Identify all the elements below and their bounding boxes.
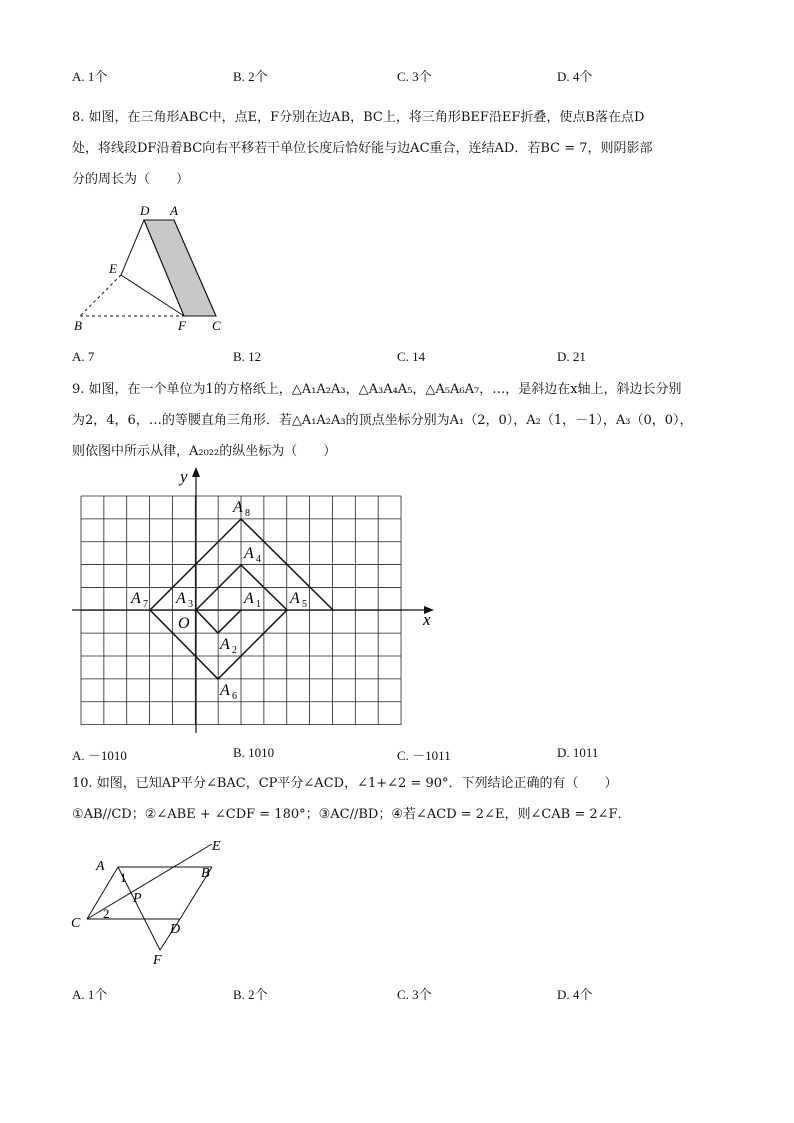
q10-option-c[interactable]: C. 3个 [397,987,432,1002]
q10-label-a: A [96,859,105,874]
q9-option-b[interactable]: B. 1010 [233,745,275,760]
q7-option-a[interactable]: A. 1个 [72,69,108,84]
q9-label-origin: O [178,615,190,632]
q9-label-a3 [175,590,193,610]
svg-text:1: 1 [256,599,261,610]
q8-label-b: B [74,318,82,333]
svg-text:A: A [290,590,300,607]
q10-label-p: P [133,891,142,906]
svg-text:5: 5 [302,599,307,610]
svg-text:A: A [244,545,254,562]
q10-parallel-lines-figure [60,830,240,970]
q9-grid-figure [0,460,450,750]
q9-label-a4 [243,545,261,565]
q9-line-1: 9. 如图，在一个单位为1的方格纸上，△A₁A₂A₃，△A₃A₄A₅，△A₅A₆A₇，…，是斜边在x轴上，斜边长分别 [72,382,682,397]
q9-y-axis-arrow [192,467,200,477]
q10-label-c: C [71,916,81,931]
svg-text:3: 3 [188,599,193,610]
q8-line-1: 8. 如图，在三角形ABC中，点E，F分别在边AB，BC上，将三角形BEF沿EF折叠，使点B落在点D [72,110,645,125]
q9-line-3: 则依图中所示从律，A₂₀₂₂的纵坐标为（ ） [72,444,337,459]
svg-text:A: A [131,590,141,607]
q8-line-3: 分的周长为（ ） [72,172,190,187]
q10-option-a[interactable]: A. 1个 [72,987,108,1002]
q10-label-b: B [201,866,210,881]
q9-option-c[interactable]: C. －1011 [397,748,451,763]
q8-triangle-figure [60,195,240,340]
svg-text:4: 4 [256,554,261,565]
svg-text:6: 6 [232,691,237,702]
q8-option-c[interactable]: C. 14 [397,349,426,364]
q8-option-b[interactable]: B. 12 [233,349,262,364]
q8-option-d[interactable]: D. 21 [557,349,586,364]
q9-option-a[interactable]: A. －1010 [72,748,127,763]
q9-line-2: 为2，4，6，…的等腰直角三角形．若△A₁A₂A₃的顶点坐标分别为A₁（2，0），A₂（1，－1），A₃（0，0）， [72,413,693,428]
svg-text:2: 2 [232,645,237,656]
q8-segment-eb-dashed [80,275,121,316]
svg-text:A: A [220,636,230,653]
q10-label-e: E [212,839,221,854]
q7-option-c[interactable]: C. 3个 [397,69,432,84]
q9-label-y: y [180,467,188,486]
q9-label-a5 [289,590,307,610]
q8-label-c: C [212,318,221,333]
q8-label-f: F [178,318,186,333]
q8-label-d: D [140,203,150,218]
svg-text:A: A [176,590,186,607]
q8-label-e: E [109,261,117,276]
svg-text:A: A [244,590,254,607]
q9-label-x: x [423,610,431,629]
q9-label-a1 [243,590,261,610]
q9-option-d[interactable]: D. 1011 [557,745,599,760]
q9-label-a7 [130,590,148,610]
q8-label-a: A [170,203,178,218]
q9-label-a2 [219,636,237,656]
q7-option-b[interactable]: B. 2个 [233,69,268,84]
q10-label-d: D [170,922,181,937]
svg-text:8: 8 [245,508,250,519]
q7-option-d[interactable]: D. 4个 [557,69,593,84]
q10-label-angle-2: 2 [103,906,110,921]
q8-segment-de [121,220,144,275]
q10-option-b[interactable]: B. 2个 [233,987,268,1002]
q10-label-angle-1: 1 [120,870,127,885]
svg-text:A: A [233,499,243,516]
q9-label-a6 [219,682,237,702]
svg-text:A: A [220,682,230,699]
q10-line-1: 10. 如图，已知AP平分∠BAC，CP平分∠ACD，∠1+∠2 = 90°．下列结论正确的有（ ） [72,776,618,791]
q10-label-f: F [153,953,162,968]
q8-option-a[interactable]: A. 7 [72,349,95,364]
q10-line-2: ①AB//CD；②∠ABE + ∠CDF = 180°；③AC//BD；④若∠ACD = 2∠E，则∠CAB = 2∠F． [72,807,631,822]
q8-line-2: 处，将线段DF沿着BC向右平移若干单位长度后恰好能与边AC重合，连结AD．若BC = 7，则阴影部 [72,141,653,156]
svg-text:7: 7 [143,599,148,610]
q10-option-d[interactable]: D. 4个 [557,987,593,1002]
